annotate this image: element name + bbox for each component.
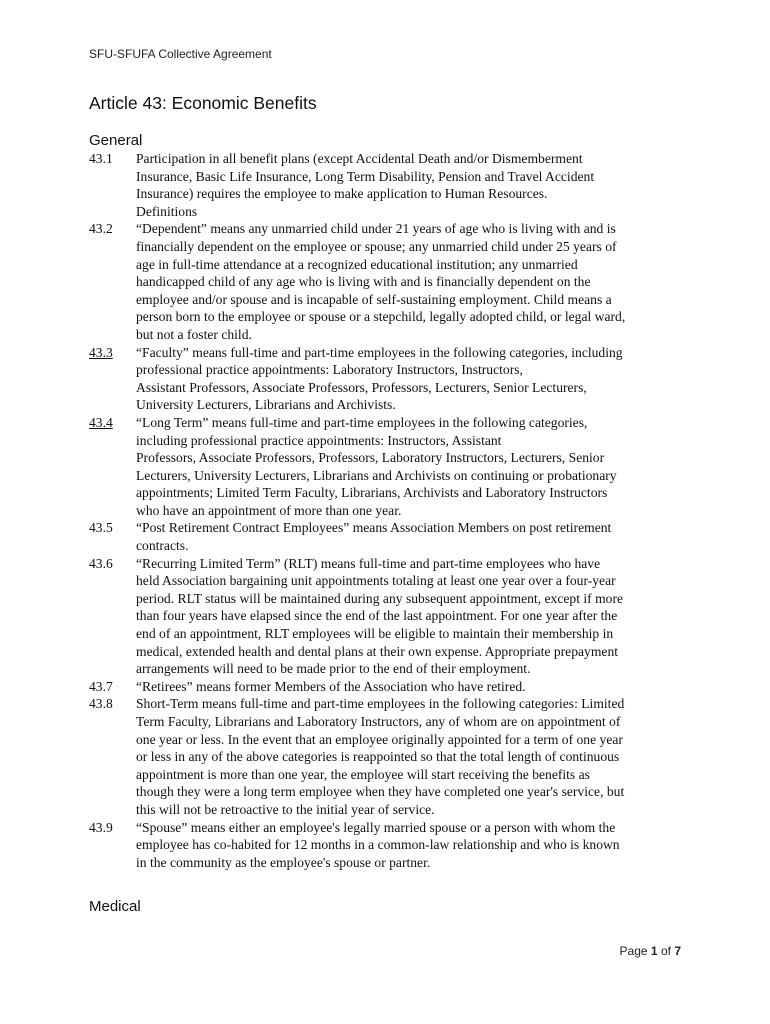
clause-43-3 (89, 344, 689, 414)
clause-43-7 (89, 678, 689, 696)
clause-43-5 (89, 519, 689, 554)
clause-text-line: employee has co-habited for 12 months in a common-law relationship and who is known (136, 837, 620, 853)
clause-text (136, 819, 689, 872)
clause-number (89, 555, 136, 573)
clause-text-line: though they were a long term employee when they have completed one year's service, but (136, 784, 625, 800)
clause-text-line: Short-Term means full-time and part-time employees in the following categories: Limited (136, 696, 625, 712)
clause-text (136, 150, 689, 220)
clause-43-6 (89, 555, 689, 678)
clause-text (136, 519, 689, 554)
clause-text-line: professional practice appointments: Laboratory Instructors, Instructors, (136, 362, 523, 378)
clause-text-line: “Post Retirement Contract Employees” means Association Members on post retirement (136, 520, 612, 536)
clause-number (89, 819, 136, 837)
clause-text-line: period. RLT status will be maintained during any subsequent appointment, except if more (136, 590, 624, 606)
clause-43-9 (89, 819, 689, 872)
clause-text-line: Term Faculty, Librarians and Laboratory Instructors, any of whom are on appointment of (136, 714, 621, 729)
clause-text-line: “Spouse” means either an employee's legally married spouse or a person with whom the (136, 819, 616, 835)
clause-text (136, 555, 689, 678)
clause-number-label: 43.5 (89, 520, 113, 536)
clause-number-label: 43.2 (89, 221, 113, 237)
article-title: Article 43: Economic Benefits (89, 93, 317, 113)
clause-number-label: 43.8 (89, 696, 113, 712)
clause-text-line: Lecturers, University Lecturers, Librarians and Archivists on continuing or probationary (136, 467, 617, 483)
page-total: 7 (674, 944, 681, 958)
clause-text-line: age in full-time attendance at a recognized educational institution; any unmarried (136, 256, 578, 272)
clause-number (89, 519, 136, 537)
clause-text (136, 414, 689, 520)
section-heading-medical: Medical (89, 898, 141, 915)
clause-text-line: Insurance) requires the employee to make application to Human Resources. (136, 186, 548, 202)
clause-text-line: one year or less. In the event that an employee originally appointed for a term of one year (136, 731, 623, 747)
clause-text-line: financially dependent on the employee or spouse; any unmarried child under 25 years of (136, 238, 617, 254)
clause-text-line: handicapped child of any age who is living with and is financially dependent on the (136, 274, 591, 290)
clause-text-line: or less in any of the above categories is reappointed so that the total length of continuous (136, 749, 620, 765)
running-header: SFU-SFUFA Collective Agreement (89, 47, 272, 61)
clause-list (89, 150, 689, 871)
clause-text-line: appointments; Limited Term Faculty, Librarians, Archivists and Laboratory Instructors (136, 485, 608, 501)
clause-43-1 (89, 150, 689, 220)
clause-text-line: this will not be retroactive to the initial year of service. (136, 801, 435, 817)
clause-text-line: medical, extended health and dental plans at their own expense. Appropriate prepayment (136, 643, 619, 659)
clause-text-line: “Dependent” means any unmarried child under 21 years of age who is living with and is (136, 221, 616, 237)
clause-text-line: in the community as the employee's spouse or partner. (136, 854, 431, 870)
section-heading-general: General (89, 132, 143, 149)
clause-43-8 (89, 695, 689, 818)
clause-number-label: 43.4 (89, 414, 113, 430)
clause-text (136, 220, 689, 343)
clause-number (89, 678, 136, 696)
clause-text-line: held Association bargaining unit appointments totaling at least one year over a four-year (136, 573, 616, 589)
clause-text (136, 695, 689, 818)
clause-text-line: end of an appointment, RLT employees will be eligible to maintain their membership in (136, 626, 614, 642)
clause-number-label: 43.7 (89, 678, 113, 694)
clause-text-line: than four years have elapsed since the end of the last appointment. For one year after the (136, 608, 618, 624)
clause-number-label: 43.6 (89, 555, 113, 571)
clause-text (136, 344, 689, 414)
clause-number-label: 43.9 (89, 819, 113, 835)
clause-number-label: 43.3 (89, 344, 113, 360)
page-word: Page (619, 944, 648, 958)
clause-text-line: arrangements will need to be made prior to the end of their employment. (136, 661, 531, 677)
clause-text-line: “Faculty” means full-time and part-time employees in the following categories, including (136, 344, 623, 360)
clause-text-line: employee and/or spouse and is incapable of self-sustaining employment. Child means a (136, 291, 612, 307)
clause-text-line: Assistant Professors, Associate Professors, Professors, Lecturers, Senior Lecturers, (136, 379, 587, 395)
clause-number-label: 43.1 (89, 151, 113, 166)
clause-number (89, 150, 136, 168)
page-current: 1 (650, 944, 658, 958)
page-number (620, 944, 681, 958)
clause-text-line: who have an appointment of more than one year. (136, 502, 402, 518)
clause-text-line: person born to the employee or spouse or a stepchild, legally adopted child, or legal ward, (136, 309, 626, 325)
clause-text-line: Professors, Associate Professors, Professors, Laboratory Instructors, Lecturers, Senior (136, 450, 605, 466)
clause-43-4 (89, 414, 689, 520)
clause-number (89, 344, 136, 362)
clause-text-line: including professional practice appointments: Instructors, Assistant (136, 432, 502, 448)
clause-number (89, 695, 136, 713)
clause-text-line: “Recurring Limited Term” (RLT) means full-time and part-time employees who have (136, 555, 601, 571)
clause-text-line: appointment is more than one year, the employee will start receiving the benefits as (136, 766, 590, 782)
clause-text-line: Definitions (136, 203, 198, 219)
clause-43-2 (89, 220, 689, 343)
clause-text-line: “Retirees” means former Members of the Association who have retired. (136, 678, 526, 694)
clause-text-line: but not a foster child. (136, 326, 252, 342)
clause-number (89, 414, 136, 432)
clause-text-line: Insurance, Basic Life Insurance, Long Term Disability, Pension and Travel Accident (136, 168, 595, 184)
clause-text-line: “Long Term” means full-time and part-time employees in the following categories, (136, 414, 588, 430)
clause-text (136, 678, 689, 696)
clause-text-line: contracts. (136, 538, 189, 554)
page-of: of (660, 944, 671, 958)
clause-text-line: University Lecturers, Librarians and Archivists. (136, 397, 396, 413)
clause-number (89, 220, 136, 238)
clause-text-line: Participation in all benefit plans (except Accidental Death and/or Dismemberment (136, 151, 583, 166)
